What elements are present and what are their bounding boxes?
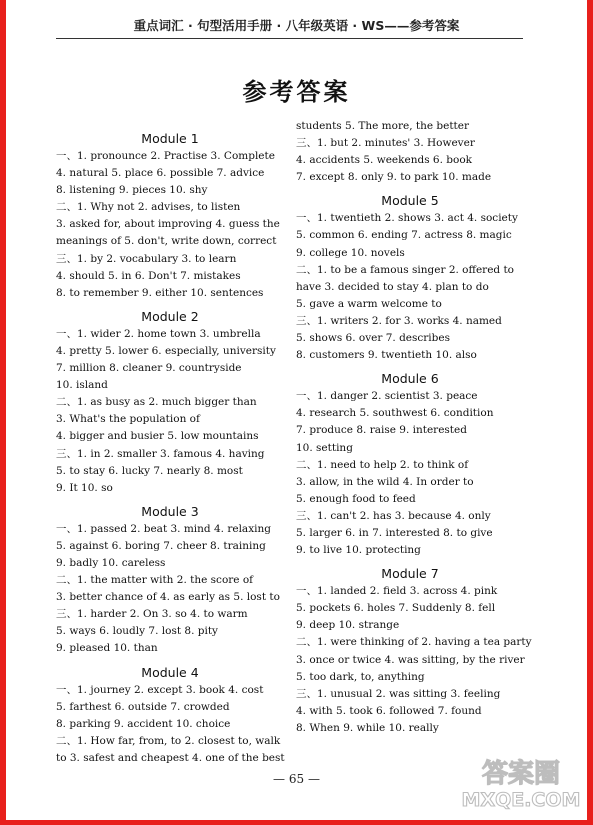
answer-line: 9. badly 10. careless bbox=[56, 556, 166, 569]
module-heading: Module 4 bbox=[141, 664, 199, 680]
answer-line: 三、1. unusual 2. was sitting 3. feeling bbox=[296, 687, 501, 700]
answer-line: 4. with 5. took 6. followed 7. found bbox=[296, 704, 482, 717]
answer-line: 5. shows 6. over 7. describes bbox=[296, 332, 450, 345]
answer-line: 5. gave a warm welcome to bbox=[296, 297, 442, 310]
document-page bbox=[6, 0, 587, 820]
right-column bbox=[296, 118, 532, 743]
answer-line: 5. ways 6. loudly 7. lost 8. pity bbox=[56, 625, 218, 638]
answer-line: 3. once or twice 4. was sitting, by the river bbox=[296, 653, 525, 666]
answer-line: 5. to stay 6. lucky 7. nearly 8. most bbox=[56, 464, 243, 477]
answer-line: 二、1. need to help 2. to think of bbox=[296, 458, 469, 471]
answer-line: 4. research 5. southwest 6. condition bbox=[296, 407, 494, 420]
answer-line: 一、1. passed 2. beat 3. mind 4. relaxing bbox=[56, 522, 271, 535]
answer-line: 3. better chance of 4. as early as 5. lost to bbox=[56, 591, 280, 604]
answer-line: 4. bigger and busier 5. low mountains bbox=[56, 430, 259, 443]
answer-line: 5. larger 6. in 7. interested 8. to give bbox=[296, 526, 493, 539]
running-header: 重点词汇 · 句型活用手册 · 八年级英语 · WS——参考答案 bbox=[133, 18, 460, 33]
answer-line: 5. farthest 6. outside 7. crowded bbox=[56, 700, 230, 713]
answer-line: 4. should 5. in 6. Don't 7. mistakes bbox=[56, 269, 241, 282]
answer-line: 4. natural 5. place 6. possible 7. advice bbox=[56, 167, 265, 180]
answer-line: 三、1. in 2. smaller 3. famous 4. having bbox=[56, 447, 265, 460]
answer-line: 8. parking 9. accident 10. choice bbox=[56, 717, 231, 730]
answer-line: 9. college 10. novels bbox=[296, 246, 405, 259]
module-heading: Module 7 bbox=[381, 566, 439, 582]
answer-line: 7. except 8. only 9. to park 10. made bbox=[296, 171, 492, 184]
page-title: 参考答案 bbox=[242, 77, 351, 106]
answer-line: 9. to live 10. protecting bbox=[296, 544, 421, 557]
module-heading: Module 1 bbox=[141, 131, 199, 146]
watermark-text-1: 答案圈 bbox=[481, 759, 561, 789]
answer-line: 二、1. Why not 2. advises, to listen bbox=[56, 201, 241, 214]
answer-line: 3. What's the population of bbox=[56, 413, 200, 426]
answer-line: 3. asked for, about improving 4. guess the bbox=[56, 218, 280, 231]
answer-line: 10. setting bbox=[296, 441, 353, 454]
page-number: — 65 — bbox=[273, 772, 320, 786]
answer-line: students 5. The more, the better bbox=[296, 120, 470, 132]
answer-line: 二、1. How far, from, to 2. closest to, walk bbox=[56, 734, 281, 747]
answer-line: 10. island bbox=[56, 379, 108, 392]
header-rule bbox=[56, 38, 523, 39]
answer-line: have 3. decided to stay 4. plan to do bbox=[296, 280, 489, 293]
answer-line: 5. pockets 6. holes 7. Suddenly 8. fell bbox=[296, 602, 496, 615]
answer-line: 8. listening 9. pieces 10. shy bbox=[56, 184, 208, 197]
answer-line: 3. allow, in the wild 4. In order to bbox=[296, 475, 474, 488]
answer-line: 二、1. as busy as 2. much bigger than bbox=[56, 396, 257, 409]
answer-line: to 3. safest and cheapest 4. one of the best bbox=[56, 751, 285, 764]
answer-line: 二、1. were thinking of 2. having a tea party bbox=[296, 636, 532, 649]
answer-line: meanings of 5. don't, write down, correct bbox=[56, 235, 277, 248]
module-heading: Module 5 bbox=[381, 193, 439, 209]
answer-line: 一、1. danger 2. scientist 3. peace bbox=[296, 390, 478, 403]
answer-line: 5. against 6. boring 7. cheer 8. training bbox=[56, 539, 266, 552]
answer-line: 9. It 10. so bbox=[56, 481, 113, 494]
answer-line: 9. deep 10. strange bbox=[296, 619, 400, 632]
answer-line: 4. pretty 5. lower 6. especially, university bbox=[56, 344, 276, 357]
answer-line: 一、1. journey 2. except 3. book 4. cost bbox=[56, 683, 264, 696]
watermark-text-2: MXQE.COM bbox=[461, 789, 581, 811]
answer-line: 一、1. wider 2. home town 3. umbrella bbox=[56, 327, 261, 340]
answer-line: 7. million 8. cleaner 9. countryside bbox=[56, 362, 242, 375]
answer-line: 二、1. the matter with 2. the score of bbox=[56, 574, 254, 587]
module-heading: Module 2 bbox=[141, 308, 199, 324]
answer-line: 8. to remember 9. either 10. sentences bbox=[56, 286, 264, 299]
answer-line: 5. common 6. ending 7. actress 8. magic bbox=[296, 229, 512, 242]
answer-line: 一、1. landed 2. field 3. across 4. pink bbox=[296, 585, 498, 598]
answer-line: 一、1. twentieth 2. shows 3. act 4. society bbox=[296, 212, 518, 225]
answer-line: 4. accidents 5. weekends 6. book bbox=[296, 154, 473, 167]
answer-line: 8. When 9. while 10. really bbox=[296, 721, 439, 734]
answer-line: 5. enough food to feed bbox=[296, 492, 416, 505]
module-heading: Module 6 bbox=[381, 371, 439, 387]
answer-line: 三、1. by 2. vocabulary 3. to learn bbox=[56, 252, 237, 265]
module-heading: Module 3 bbox=[141, 503, 199, 519]
watermark-logo bbox=[461, 752, 581, 814]
answer-line: 三、1. writers 2. for 3. works 4. named bbox=[296, 314, 502, 327]
answer-line: 三、1. can't 2. has 3. because 4. only bbox=[296, 509, 491, 522]
answer-line: 5. too dark, to, anything bbox=[296, 670, 425, 683]
answer-line: 三、1. but 2. minutes' 3. However bbox=[296, 137, 475, 150]
answer-line: 三、1. harder 2. On 3. so 4. to warm bbox=[56, 608, 248, 621]
answer-line: 9. pleased 10. than bbox=[56, 642, 158, 655]
answer-line: 一、1. pronounce 2. Practise 3. Complete bbox=[56, 150, 275, 162]
answer-line: 二、1. to be a famous singer 2. offered to bbox=[296, 263, 515, 276]
left-column bbox=[56, 130, 284, 773]
answer-line: 7. produce 8. raise 9. interested bbox=[296, 424, 467, 437]
answer-line: 8. customers 9. twentieth 10. also bbox=[296, 349, 477, 362]
